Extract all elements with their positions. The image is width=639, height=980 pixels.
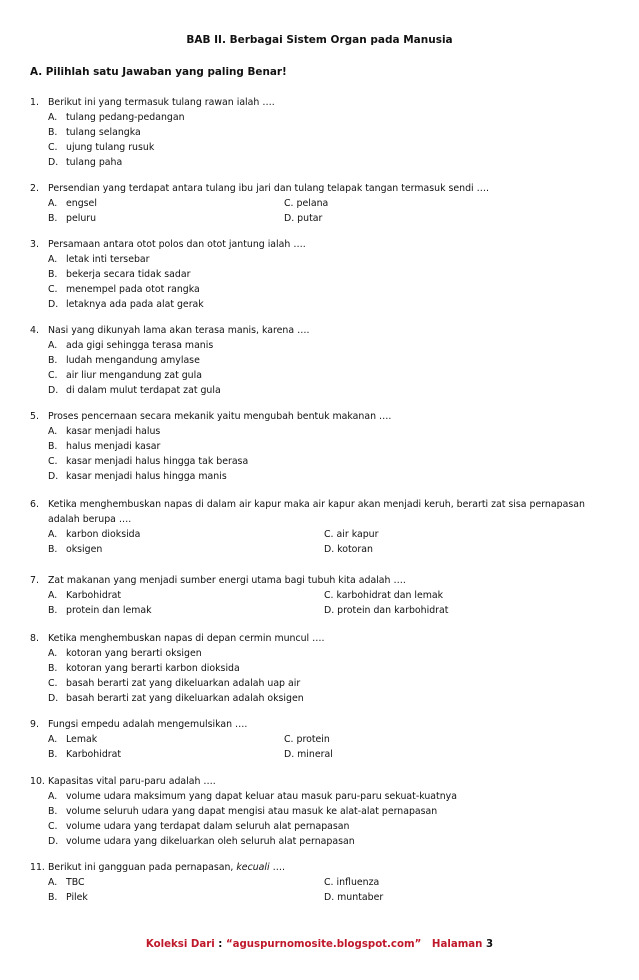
option-d: D. basah berarti zat yang dikeluarkan adalah oksigen bbox=[48, 693, 304, 704]
option-a: A. volume udara maksimum yang dapat keluar atau masuk paru-paru sekuat-kuatnya bbox=[48, 791, 457, 802]
question-text-continued: adalah berupa …. bbox=[48, 514, 132, 525]
option-a: A. ada gigi sehingga terasa manis bbox=[48, 340, 214, 351]
option-c: C. volume udara yang terdapat dalam seluruh alat pernapasan bbox=[48, 821, 350, 832]
option-b: B. halus menjadi kasar bbox=[48, 441, 161, 452]
question-text: Ketika menghembuskan napas di dalam air kapur maka air kapur akan menjadi keruh, berarti zat sisa pernapasan bbox=[48, 499, 585, 510]
question-text: Nasi yang dikunyah lama akan terasa manis, karena …. bbox=[48, 325, 310, 336]
question-text: Zat makanan yang menjadi sumber energi utama bagi tubuh kita adalah …. bbox=[48, 575, 406, 586]
option-b: B. bekerja secara tidak sadar bbox=[48, 269, 191, 280]
question-number: 11. bbox=[30, 862, 45, 873]
option-a: A. letak inti tersebar bbox=[48, 254, 150, 265]
question-11 bbox=[30, 860, 620, 905]
question-1 bbox=[30, 95, 620, 170]
footer-page-label: Halaman bbox=[431, 939, 483, 950]
question-10 bbox=[30, 774, 620, 849]
footer-site-link[interactable]: “aguspurnomosite.blogspot.com” bbox=[225, 939, 422, 950]
question-text: Fungsi empedu adalah mengemulsikan …. bbox=[48, 719, 248, 730]
page-footer bbox=[0, 939, 639, 950]
question-8 bbox=[30, 631, 620, 706]
question-number: 10. bbox=[30, 776, 45, 787]
question-number: 4. bbox=[30, 325, 39, 336]
question-number: 1. bbox=[30, 97, 39, 108]
question-4 bbox=[30, 323, 620, 398]
question-text: Ketika menghembuskan napas di depan cermin muncul …. bbox=[48, 633, 325, 644]
option-row: A. karbon dioksida C. air kapur bbox=[48, 529, 379, 540]
option-c: C. ujung tulang rusuk bbox=[48, 142, 155, 153]
option-b: B. tulang selangka bbox=[48, 127, 141, 138]
option-row: A. Karbohidrat C. karbohidrat dan lemak bbox=[48, 590, 444, 601]
question-2 bbox=[30, 181, 620, 226]
question-7 bbox=[30, 573, 620, 618]
option-c: C. menempel pada otot rangka bbox=[48, 284, 200, 295]
question-number: 2. bbox=[30, 183, 39, 194]
question-text: Persendian yang terdapat antara tulang ibu jari dan tulang telapak tangan termasuk sendi …. bbox=[48, 183, 489, 194]
option-c: C. basah berarti zat yang dikeluarkan adalah uap air bbox=[48, 678, 301, 689]
question-number: 6. bbox=[30, 499, 39, 510]
option-c: C. air liur mengandung zat gula bbox=[48, 370, 202, 381]
option-c: C. kasar menjadi halus hingga tak berasa bbox=[48, 456, 249, 467]
question-number: 3. bbox=[30, 239, 39, 250]
question-9 bbox=[30, 717, 620, 762]
option-b: B. volume seluruh udara yang dapat mengisi atau masuk ke alat-alat pernapasan bbox=[48, 806, 438, 817]
section-heading: A. Pilihlah satu Jawaban yang paling Benar! bbox=[30, 66, 287, 78]
option-d: D. di dalam mulut terdapat zat gula bbox=[48, 385, 221, 396]
question-number: 7. bbox=[30, 575, 39, 586]
option-b: B. kotoran yang berarti karbon dioksida bbox=[48, 663, 240, 674]
option-row: B. Karbohidrat D. mineral bbox=[48, 749, 333, 760]
question-number: 9. bbox=[30, 719, 39, 730]
option-row: B. Pilek D. muntaber bbox=[48, 892, 384, 903]
question-text: Berikut ini gangguan pada pernapasan, kecuali …. bbox=[48, 862, 285, 873]
option-row: A. TBC C. influenza bbox=[48, 877, 380, 888]
option-row: B. oksigen D. kotoran bbox=[48, 544, 373, 555]
page-title: BAB II. Berbagai Sistem Organ pada Manusia bbox=[186, 34, 453, 46]
option-b: B. ludah mengandung amylase bbox=[48, 355, 200, 366]
option-a: A. kotoran yang berarti oksigen bbox=[48, 648, 202, 659]
question-text: Proses pencernaan secara mekanik yaitu mengubah bentuk makanan …. bbox=[48, 411, 392, 422]
page-number: 3 bbox=[485, 939, 494, 950]
question-3 bbox=[30, 237, 620, 312]
option-row: B. peluru D. putar bbox=[48, 213, 323, 224]
footer-separator: : bbox=[214, 939, 226, 950]
question-number: 8. bbox=[30, 633, 39, 644]
footer-label: Koleksi Dari bbox=[145, 939, 215, 950]
option-row: A. engsel C. pelana bbox=[48, 198, 329, 209]
option-row: B. protein dan lemak D. protein dan karbohidrat bbox=[48, 605, 449, 616]
option-d: D. letaknya ada pada alat gerak bbox=[48, 299, 204, 310]
question-6 bbox=[30, 497, 620, 557]
option-d: D. kasar menjadi halus hingga manis bbox=[48, 471, 227, 482]
option-a: A. tulang pedang-pedangan bbox=[48, 112, 185, 123]
question-text: Kapasitas vital paru-paru adalah …. bbox=[48, 776, 216, 787]
question-number: 5. bbox=[30, 411, 39, 422]
option-d: D. tulang paha bbox=[48, 157, 123, 168]
question-5 bbox=[30, 409, 620, 484]
question-text: Persamaan antara otot polos dan otot jantung ialah …. bbox=[48, 239, 306, 250]
question-text: Berikut ini yang termasuk tulang rawan ialah …. bbox=[48, 97, 275, 108]
option-a: A. kasar menjadi halus bbox=[48, 426, 161, 437]
option-d: D. volume udara yang dikeluarkan oleh seluruh alat pernapasan bbox=[48, 836, 355, 847]
option-row: A. Lemak C. protein bbox=[48, 734, 330, 745]
